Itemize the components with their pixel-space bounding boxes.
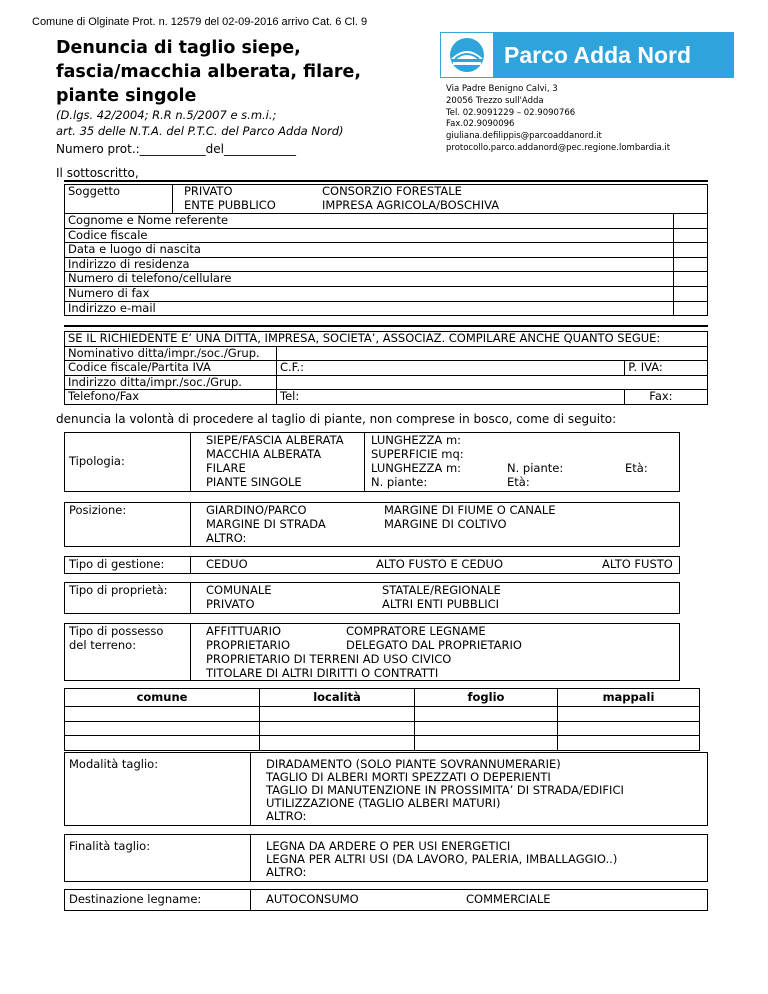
field-value-input[interactable] [674, 228, 708, 243]
fax-input[interactable]: Fax: [625, 390, 708, 405]
proprieta-label: Tipo di proprietà: [69, 583, 168, 597]
field-label: Codice fiscale/Partita IVA [65, 361, 277, 376]
option-macchia[interactable]: MACCHIA ALBERATA [206, 447, 322, 461]
cell-input[interactable] [415, 736, 558, 751]
finalita-label: Finalità taglio: [69, 839, 151, 853]
protocol-number-field[interactable]: Numero prot.:___________del____________ [56, 142, 297, 156]
table-row [65, 736, 700, 751]
option-statale[interactable]: STATALE/REGIONALE [382, 583, 501, 597]
gestione-section [64, 556, 680, 574]
logo-wordmark: Parco Adda Nord [494, 32, 734, 78]
option-privato[interactable]: PRIVATO [184, 184, 233, 198]
posizione-label: Posizione: [69, 503, 127, 517]
option-altro[interactable]: ALTRO: [266, 809, 307, 823]
cell-input[interactable] [558, 736, 700, 751]
contact-address: Via Padre Benigno Calvi, 3 20056 Trezzo sull'Adda Tel. 02.9091229 – 02.9090766 Fax.02.9090096 giuliana.defilippis@parcoaddanord.it protocollo.parco.addanord@pec.regione.lombardia.it [446, 84, 671, 153]
tipologia-section [64, 432, 680, 492]
soggetto-options [173, 185, 708, 214]
field-label: Codice fiscale [65, 228, 674, 243]
option-alberi-morti[interactable]: TAGLIO DI ALBERI MORTI SPEZZATI O DEPERIENTI [266, 770, 551, 784]
option-margine-strada[interactable]: MARGINE DI STRADA [206, 517, 326, 531]
il-sottoscritto-label: Il sottoscritto, [56, 166, 139, 180]
field-value-input[interactable] [277, 346, 708, 361]
field-label: Indirizzo ditta/impr./soc./Grup. [65, 375, 277, 390]
cell-input[interactable] [415, 721, 558, 736]
tipologia-label: Tipologia: [69, 454, 125, 468]
proprieta-section [64, 582, 680, 614]
option-ente-pubblico[interactable]: ENTE PUBBLICO [184, 197, 276, 212]
field-value-input[interactable] [674, 301, 708, 316]
option-altro[interactable]: ALTRO: [206, 531, 247, 545]
option-autoconsumo[interactable]: AUTOCONSUMO [266, 892, 359, 906]
field-value-input[interactable] [674, 286, 708, 301]
destinazione-section [64, 889, 708, 911]
n-piante-field[interactable]: N. piante: [507, 461, 564, 475]
ditta-header: SE IL RICHIEDENTE E’ UNA DITTA, IMPRESA, SOCIETA’, ASSOCIAZ. COMPILARE ANCHE QUANTO SEGUE: [65, 332, 708, 347]
option-compratore[interactable]: COMPRATORE LEGNAME [346, 624, 486, 638]
divider [64, 325, 708, 327]
option-siepe[interactable]: SIEPE/FASCIA ALBERATA [206, 433, 344, 447]
finalita-section [64, 834, 708, 882]
logo-emblem-icon [440, 32, 494, 78]
option-alto-fusto-ceduo[interactable]: ALTO FUSTO E CEDUO [376, 557, 504, 571]
lunghezza-field[interactable]: LUNGHEZZA m: [371, 433, 462, 447]
modalita-label: Modalità taglio: [69, 757, 159, 771]
option-consorzio-forestale[interactable]: CONSORZIO FORESTALE [322, 184, 462, 198]
option-legna-ardere[interactable]: LEGNA DA ARDERE O PER USI ENERGETICI [266, 839, 511, 853]
soggetto-table [64, 184, 708, 316]
field-label: Cognome e Nome referente [65, 214, 674, 229]
modalita-section [64, 752, 708, 826]
option-titolare[interactable]: TITOLARE DI ALTRI DIRITTI O CONTRATTI [206, 666, 439, 680]
option-margine-fiume[interactable]: MARGINE DI FIUME O CANALE [384, 503, 556, 517]
posizione-section [64, 502, 680, 547]
option-impresa-agricola[interactable]: IMPRESA AGRICOLA/BOSCHIVA [322, 197, 500, 212]
col-localita: località [260, 689, 415, 707]
option-altro[interactable]: ALTRO: [266, 865, 307, 879]
table-row [65, 721, 700, 736]
cf-input[interactable]: C.F.: [277, 361, 625, 376]
option-manutenzione[interactable]: TAGLIO DI MANUTENZIONE IN PROSSIMITA’ DI STRADA/EDIFICI [266, 783, 624, 797]
option-filare[interactable]: FILARE [206, 461, 246, 475]
document-title: Denuncia di taglio siepe, fascia/macchia alberata, filare, piante singole [56, 38, 362, 106]
option-diradamento[interactable]: DIRADAMENTO (SOLO PIANTE SOVRANNUMERARIE) [266, 757, 561, 771]
option-legna-altri-usi[interactable]: LEGNA PER ALTRI USI (DA LAVORO, PALERIA, IMBALLAGGIO..) [266, 852, 618, 866]
col-comune: comune [65, 689, 260, 707]
denuncia-statement: denuncia la volontà di procedere al taglio di piante, non comprese in bosco, come di seguito: [56, 412, 617, 426]
field-label: Data e luogo di nascita [65, 243, 674, 258]
option-ceduo[interactable]: CEDUO [206, 557, 248, 571]
field-label: Indirizzo di residenza [65, 257, 674, 272]
option-altri-enti[interactable]: ALTRI ENTI PUBBLICI [382, 597, 500, 611]
field-value-input[interactable] [277, 375, 708, 390]
cell-input[interactable] [260, 707, 415, 722]
option-comunale[interactable]: COMUNALE [206, 583, 272, 597]
cell-input[interactable] [558, 721, 700, 736]
soggetto-label: Soggetto [65, 185, 173, 214]
option-uso-civico[interactable]: PROPRIETARIO DI TERRENI AD USO CIVICO [206, 652, 452, 666]
field-label: Numero di fax [65, 286, 674, 301]
cell-input[interactable] [558, 707, 700, 722]
tel-input[interactable]: Tel: [277, 390, 625, 405]
eta-field[interactable]: Età: [507, 475, 530, 489]
catasto-table [64, 688, 700, 751]
field-value-input[interactable] [674, 214, 708, 229]
gestione-label: Tipo di gestione: [69, 557, 165, 571]
cell-input[interactable] [260, 721, 415, 736]
field-value-input[interactable] [674, 257, 708, 272]
protocol-stamp: Comune di Olginate Prot. n. 12579 del 02-09-2016 arrivo Cat. 6 Cl. 9 [32, 16, 368, 28]
table-row [65, 707, 700, 722]
parco-logo [440, 32, 734, 78]
option-giardino[interactable]: GIARDINO/PARCO [206, 503, 307, 517]
option-privato[interactable]: PRIVATO [206, 597, 255, 611]
piva-input[interactable]: P. IVA: [625, 361, 708, 376]
cell-input[interactable] [65, 721, 260, 736]
option-piante-singole[interactable]: PIANTE SINGOLE [206, 475, 302, 489]
divider [64, 180, 708, 182]
field-label: Nominativo ditta/impr./soc./Grup. [65, 346, 277, 361]
n-piante-field[interactable]: N. piante: [371, 475, 428, 489]
col-mappali: mappali [558, 689, 700, 707]
option-utilizzazione[interactable]: UTILIZZAZIONE (TAGLIO ALBERI MATURI) [266, 796, 501, 810]
field-value-input[interactable] [674, 243, 708, 258]
option-commerciale[interactable]: COMMERCIALE [466, 892, 551, 906]
destinazione-label: Destinazione legname: [69, 892, 202, 906]
field-label: Telefono/Fax [65, 390, 277, 405]
ditta-table [64, 331, 708, 405]
option-margine-coltivo[interactable]: MARGINE DI COLTIVO [384, 517, 507, 531]
option-delegato[interactable]: DELEGATO DAL PROPRIETARIO [346, 638, 522, 652]
possesso-label: Tipo di possesso [69, 624, 164, 638]
possesso-section [64, 623, 680, 681]
field-value-input[interactable] [674, 272, 708, 287]
option-affittuario[interactable]: AFFITTUARIO [206, 624, 282, 638]
superficie-field[interactable]: SUPERFICIE mq: [371, 447, 464, 461]
cell-input[interactable] [65, 736, 260, 751]
lunghezza-field[interactable]: LUNGHEZZA m: [371, 461, 462, 475]
option-proprietario[interactable]: PROPRIETARIO [206, 638, 290, 652]
field-label: Numero di telefono/cellulare [65, 272, 674, 287]
possesso-label: del terreno: [69, 638, 137, 652]
eta-field[interactable]: Età: [625, 461, 648, 475]
cell-input[interactable] [65, 707, 260, 722]
field-label: Indirizzo e-mail [65, 301, 674, 316]
col-foglio: foglio [415, 689, 558, 707]
cell-input[interactable] [415, 707, 558, 722]
cell-input[interactable] [260, 736, 415, 751]
option-alto-fusto[interactable]: ALTO FUSTO [602, 557, 673, 571]
legal-reference: (D.lgs. 42/2004; R.R n.5/2007 e s.m.i.; art. 35 delle N.T.A. del P.T.C. del Parco Adda Nord) [56, 108, 344, 138]
